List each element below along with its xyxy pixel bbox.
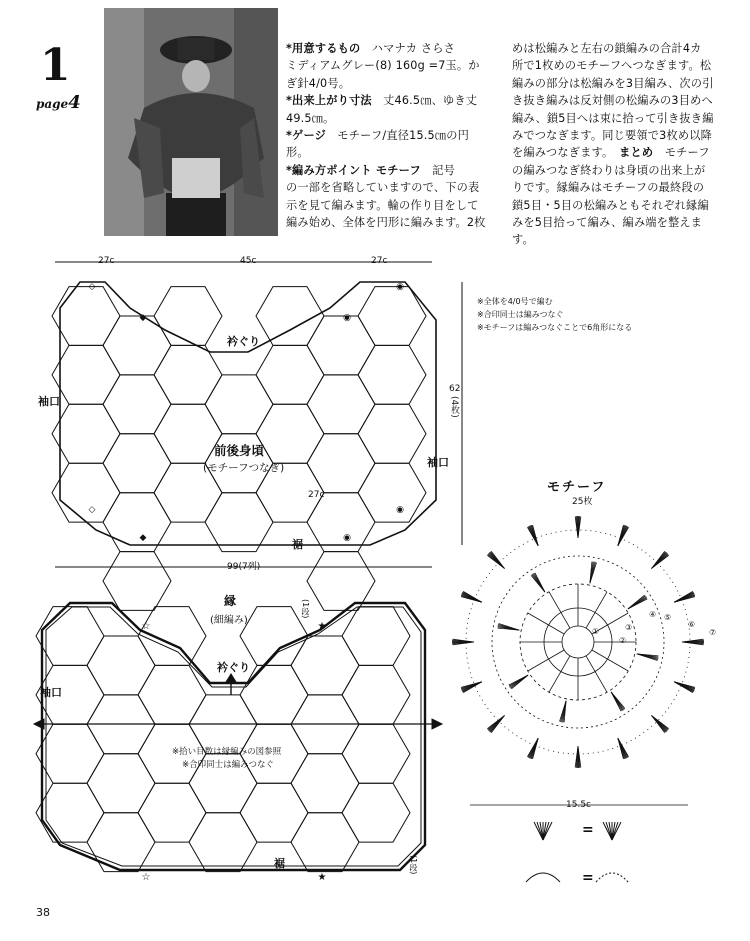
motif-chart — [452, 516, 716, 805]
motif-hexagon — [52, 463, 120, 522]
instruction-line: 示を見て編みます。輪の作り目をして — [286, 198, 479, 212]
label-body: 前後身頃 — [214, 443, 265, 458]
motif-hexagon — [103, 434, 171, 493]
join-marker: ◉ — [343, 313, 351, 323]
edging-start-top: (1段) — [301, 599, 310, 619]
motif-hexagon — [358, 404, 426, 463]
motif-hexagon — [358, 463, 426, 522]
round-label: ⑥ — [688, 620, 696, 629]
equals-sign-1: = — [582, 822, 594, 838]
motif-hexagon — [307, 434, 375, 493]
round-label: ② — [619, 636, 627, 645]
motif-hexagon — [154, 287, 222, 346]
motif-hexagon — [52, 404, 120, 463]
motif-hexagon — [189, 813, 257, 872]
join-marker: ◇ — [88, 505, 96, 515]
motif-hexagon — [240, 665, 308, 724]
instruction-line: 所で1枚めのモチーフへつなぎます。松 — [512, 59, 712, 73]
label-neckline: 衿ぐり — [227, 335, 260, 348]
motif-hexagon — [205, 375, 273, 434]
label-sleeve-left: 袖口 — [38, 395, 60, 408]
dim-top-left: 27c — [98, 256, 115, 266]
instruction-line: ぎ針4/0号。 — [286, 76, 351, 90]
motif-hexagon — [291, 813, 359, 872]
motif-hexagon — [103, 552, 171, 611]
symbol-legend — [526, 822, 628, 882]
dim-top-right: 27c — [371, 256, 388, 266]
instruction-line: *ゲージ モチーフ/直径15.5㎝の円 — [286, 129, 469, 143]
instruction-line: 49.5㎝。 — [286, 111, 335, 125]
instruction-line: き抜き編みは反対側の松編みの3目めへ — [512, 94, 713, 108]
dim-right: 62 — [449, 384, 461, 394]
label-body-sub: (モチーフつなぎ) — [203, 462, 285, 474]
round-label: ⑤ — [664, 613, 672, 622]
join-marker: ☆ — [141, 872, 151, 883]
round-label: ⑦ — [709, 628, 717, 637]
instruction-line: ミディアムグレー(8) 160g =7玉。か — [286, 59, 480, 73]
motif-hexagon — [240, 783, 308, 842]
motif-diameter: 15.5c — [566, 800, 591, 810]
instruction-line: 形。 — [286, 146, 309, 160]
motif-hexagon — [87, 813, 155, 872]
motif-hexagon — [342, 724, 410, 783]
instruction-line: みを5目拾って編み、編み端を整えます。 — [512, 216, 703, 247]
instruction-line: の一部を省略していますので、下の表 — [286, 181, 480, 195]
motif-hexagon — [256, 404, 324, 463]
motif-hexagon — [307, 375, 375, 434]
motif-hexagon — [291, 754, 359, 813]
instruction-line: *編み方ポイント モチーフ 記号 — [286, 163, 456, 177]
instruction-line: の編みつなぎ終わりは身頃の出来上が — [512, 163, 706, 177]
motif-hexagon — [103, 375, 171, 434]
join-marker: ★ — [317, 872, 327, 883]
dim-bottom: 99(7列) — [227, 562, 261, 572]
notes-diagram1 — [477, 295, 632, 334]
join-marker: ★ — [317, 621, 327, 632]
motif-hexagon — [52, 345, 120, 404]
round-label: ④ — [649, 610, 657, 619]
instruction-line: 編みの部分は松編みを3目編み、次の引 — [512, 76, 714, 90]
motif-hexagon — [205, 493, 273, 552]
edging-start-bottom: (1段) — [409, 855, 418, 875]
label-sleeve-right: 袖口 — [427, 456, 449, 469]
edging-note-2: ※合印同士は編みつなぐ — [182, 760, 274, 770]
motif-hexagon — [138, 783, 206, 842]
edging-label-neckline: 衿ぐり — [217, 661, 250, 674]
instruction-line: みでつなぎます。同じ要領で3枚め以降 — [512, 129, 713, 143]
dim-inner: 27c — [308, 490, 325, 500]
note-3: ※モチーフは編みつなぐことで6角形になる — [477, 323, 633, 332]
instruction-line: *用意するもの ハマナカ さらさ — [286, 42, 456, 55]
motif-title: モチーフ — [547, 480, 607, 495]
join-marker: ◉ — [343, 533, 351, 543]
motif-hexagon — [291, 636, 359, 695]
motif-count: 25枚 — [572, 497, 593, 507]
notes-diagram2 — [172, 746, 281, 772]
motif-hexagon — [342, 607, 410, 666]
motif-hexagon — [87, 754, 155, 813]
instruction-line: めは松編みと左右の鎖編みの合計4カ — [512, 42, 702, 55]
instruction-line: 編み始め、全体を円形に編みます。2枚 — [286, 216, 486, 230]
equals-sign-2: = — [582, 870, 594, 886]
motif-hexagon — [307, 316, 375, 375]
dim-right-sub: (4枚) — [449, 396, 459, 418]
label-hem: 裾 — [292, 538, 303, 551]
motif-hexagon — [154, 404, 222, 463]
instruction-line: を編みつなぎます。 まとめ モチーフ — [512, 146, 710, 160]
page-ref-number: 4 — [68, 92, 81, 113]
dim-top-center: 45c — [240, 256, 257, 266]
motif-hexagon — [358, 345, 426, 404]
motif-hexagon — [87, 636, 155, 695]
motif-hexagon — [138, 607, 206, 666]
note-1: ※全体を4/0号で編む — [477, 297, 553, 306]
pattern-number: 1 — [40, 40, 71, 91]
edging-subtitle: (細編み) — [210, 615, 248, 626]
motif-hexagon — [103, 316, 171, 375]
join-marker: ◉ — [396, 505, 404, 515]
edging-label-sleeve: 袖口 — [40, 686, 62, 699]
page-word: page — [36, 97, 69, 111]
note-2: ※合印同士は編みつなぐ — [477, 310, 564, 319]
round-label: ① — [592, 627, 600, 636]
motif-hexagon — [307, 552, 375, 611]
edging-diagram — [34, 603, 442, 883]
motif-hexagon — [154, 345, 222, 404]
motif-hexagon — [256, 345, 324, 404]
motif-hexagon — [138, 665, 206, 724]
motif-hexagon — [307, 493, 375, 552]
instruction-line: 鎖5目・5目の松編みともそれぞれ縁編 — [512, 198, 709, 212]
page-number: 38 — [36, 906, 50, 919]
join-marker: ◆ — [139, 533, 147, 543]
round-label: ③ — [625, 623, 633, 632]
motif-hexagon — [52, 287, 120, 346]
motif-hexagon — [342, 665, 410, 724]
instruction-line: *出来上がり寸法 丈46.5㎝、ゆき丈 — [286, 94, 478, 108]
edging-label-hem: 裾 — [274, 857, 285, 870]
motif-hexagon — [103, 493, 171, 552]
join-marker: ◆ — [139, 313, 147, 323]
join-marker: ☆ — [141, 621, 151, 632]
instruction-line: りです。縁編みはモチーフの最終段の — [512, 181, 705, 195]
join-marker: ◇ — [88, 282, 96, 292]
edging-title: 縁 — [224, 594, 237, 608]
motif-hexagon — [342, 783, 410, 842]
edging-note-1: ※拾い目数は縁編みの図参照 — [172, 747, 282, 757]
instruction-line: 編み、鎖5目へは束に拾って引き抜き編 — [512, 111, 714, 125]
join-marker: ◉ — [396, 282, 404, 292]
